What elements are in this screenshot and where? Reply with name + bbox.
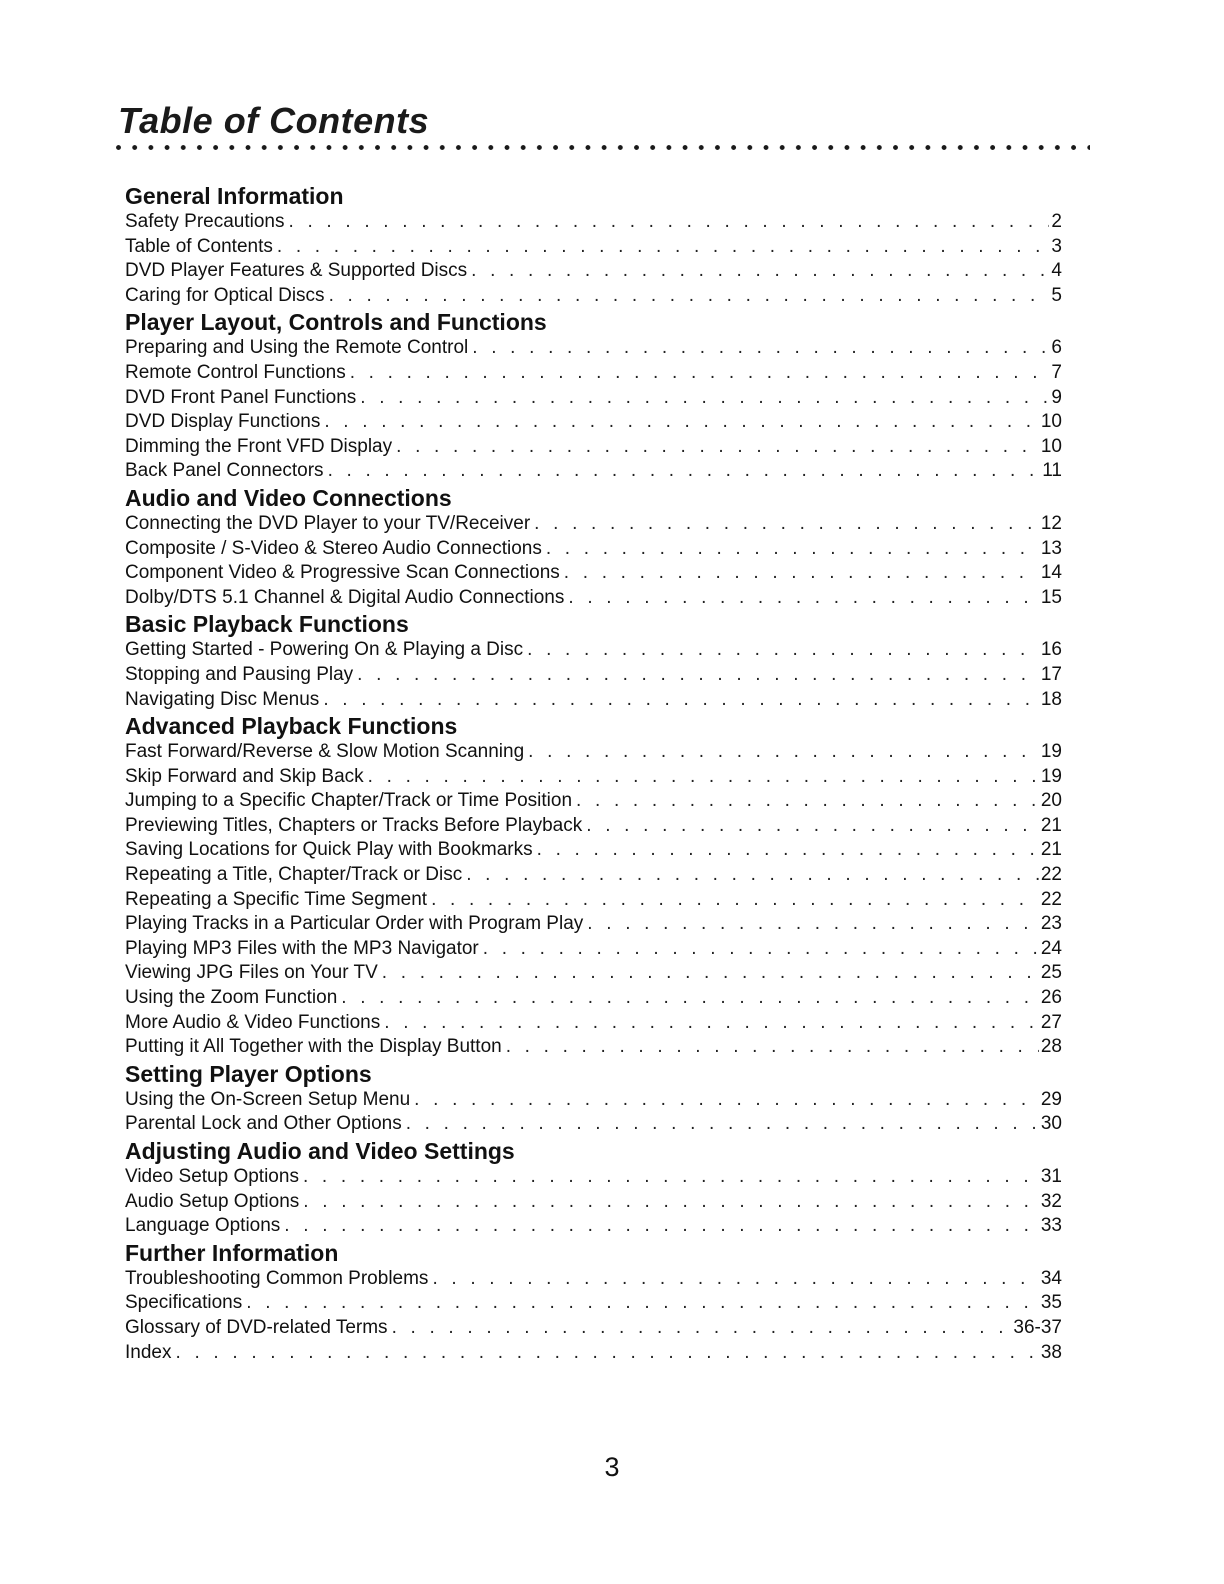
dot-leader bbox=[303, 1190, 1039, 1215]
toc-entry[interactable] bbox=[125, 814, 1062, 839]
toc-entry[interactable] bbox=[125, 235, 1062, 260]
dot-leader bbox=[472, 336, 1049, 361]
dot-leader bbox=[382, 961, 1039, 986]
entry-page-number: 9 bbox=[1051, 386, 1062, 408]
entry-page-number: 5 bbox=[1051, 284, 1062, 306]
entry-page-number: 22 bbox=[1040, 888, 1062, 910]
entry-page-number: 19 bbox=[1040, 741, 1062, 763]
dot-leader bbox=[384, 1011, 1039, 1036]
dot-leader bbox=[527, 638, 1039, 663]
toc-entry[interactable] bbox=[125, 410, 1062, 435]
toc-entry[interactable] bbox=[125, 1341, 1062, 1366]
toc-entry[interactable] bbox=[125, 663, 1062, 688]
section-heading: Adjusting Audio and Video Settings bbox=[125, 1138, 515, 1164]
table-of-contents bbox=[125, 182, 1062, 1365]
toc-section bbox=[125, 712, 1062, 1060]
toc-entry[interactable] bbox=[125, 1316, 1062, 1341]
entry-page-number: 17 bbox=[1040, 663, 1062, 685]
toc-entry[interactable] bbox=[125, 912, 1062, 937]
toc-entry[interactable] bbox=[125, 561, 1062, 586]
entry-title: Glossary of DVD-related Terms bbox=[125, 1316, 388, 1338]
entry-page-number: 29 bbox=[1040, 1088, 1062, 1110]
entry-page-number: 20 bbox=[1040, 790, 1062, 812]
entry-page-number: 3 bbox=[1051, 235, 1062, 257]
entry-title: Dolby/DTS 5.1 Channel & Digital Audio Connections bbox=[125, 586, 565, 608]
dot-leader bbox=[328, 459, 1041, 484]
entry-title: More Audio & Video Functions bbox=[125, 1011, 381, 1033]
entry-title: Viewing JPG Files on Your TV bbox=[125, 962, 378, 984]
entry-title: Specifications bbox=[125, 1292, 243, 1314]
entry-title: DVD Player Features & Supported Discs bbox=[125, 260, 468, 282]
dot-leader bbox=[288, 210, 1049, 235]
entry-page-number: 36-37 bbox=[1013, 1316, 1062, 1338]
entry-page-number: 11 bbox=[1042, 460, 1062, 482]
toc-entry[interactable] bbox=[125, 386, 1062, 411]
entry-title: Language Options bbox=[125, 1215, 281, 1237]
entry-page-number: 38 bbox=[1040, 1341, 1062, 1363]
entry-page-number: 30 bbox=[1040, 1113, 1062, 1135]
toc-entry[interactable] bbox=[125, 1011, 1062, 1036]
toc-entry[interactable] bbox=[125, 512, 1062, 537]
section-heading: Advanced Playback Functions bbox=[125, 713, 458, 740]
entry-title: Skip Forward and Skip Back bbox=[125, 765, 364, 787]
toc-section bbox=[125, 1060, 1062, 1137]
toc-entry[interactable] bbox=[125, 1112, 1062, 1137]
toc-entry[interactable] bbox=[125, 336, 1062, 361]
toc-entry[interactable] bbox=[125, 961, 1062, 986]
entry-title: Troubleshooting Common Problems bbox=[125, 1267, 429, 1289]
dot-leader bbox=[357, 663, 1039, 688]
entry-page-number: 33 bbox=[1040, 1215, 1062, 1237]
entry-page-number: 28 bbox=[1040, 1036, 1062, 1058]
entry-title: DVD Display Functions bbox=[125, 411, 321, 433]
dot-leader bbox=[284, 1214, 1039, 1239]
dot-leader bbox=[175, 1341, 1038, 1366]
dot-leader bbox=[368, 765, 1039, 790]
toc-entry[interactable] bbox=[125, 937, 1062, 962]
dot-leader bbox=[329, 284, 1050, 309]
dot-leader bbox=[564, 561, 1039, 586]
entry-title: Navigating Disc Menus bbox=[125, 688, 320, 710]
entry-title: Jumping to a Specific Chapter/Track or Time Position bbox=[125, 790, 573, 812]
toc-entry[interactable] bbox=[125, 361, 1062, 386]
dot-leader bbox=[324, 410, 1039, 435]
entry-title: DVD Front Panel Functions bbox=[125, 386, 357, 408]
toc-entry[interactable] bbox=[125, 1291, 1062, 1316]
toc-entry[interactable] bbox=[125, 863, 1062, 888]
toc-entry[interactable] bbox=[125, 765, 1062, 790]
toc-section bbox=[125, 308, 1062, 484]
entry-page-number: 10 bbox=[1040, 435, 1062, 457]
entry-title: Stopping and Pausing Play bbox=[125, 663, 354, 685]
dot-leader bbox=[576, 789, 1039, 814]
entry-title: Index bbox=[125, 1341, 172, 1363]
dot-leader bbox=[246, 1291, 1039, 1316]
section-heading: Player Layout, Controls and Functions bbox=[125, 309, 547, 336]
entry-title: Using the Zoom Function bbox=[125, 987, 338, 1009]
toc-entry[interactable] bbox=[125, 537, 1062, 562]
entry-page-number: 12 bbox=[1040, 512, 1062, 534]
entry-title: Back Panel Connectors bbox=[125, 460, 324, 482]
entry-page-number: 27 bbox=[1040, 1011, 1062, 1033]
toc-entry[interactable] bbox=[125, 586, 1062, 611]
entry-title: Previewing Titles, Chapters or Tracks Before Playback bbox=[125, 814, 583, 836]
entry-title: Audio Setup Options bbox=[125, 1190, 300, 1212]
dot-leader bbox=[323, 688, 1039, 713]
dot-leader bbox=[546, 537, 1039, 562]
entry-page-number: 21 bbox=[1040, 839, 1062, 861]
entry-title: Repeating a Title, Chapter/Track or Disc bbox=[125, 864, 463, 886]
toc-section bbox=[125, 610, 1062, 712]
toc-entry[interactable] bbox=[125, 688, 1062, 713]
dot-leader bbox=[396, 435, 1039, 460]
entry-page-number: 32 bbox=[1040, 1190, 1062, 1212]
entry-page-number: 24 bbox=[1040, 937, 1062, 959]
toc-entry[interactable] bbox=[125, 1190, 1062, 1215]
toc-entry[interactable] bbox=[125, 1267, 1062, 1292]
entry-title: Parental Lock and Other Options bbox=[125, 1113, 402, 1135]
entry-page-number: 19 bbox=[1040, 765, 1062, 787]
entry-title: Remote Control Functions bbox=[125, 361, 346, 383]
entry-page-number: 7 bbox=[1051, 361, 1062, 383]
toc-section bbox=[125, 1239, 1062, 1365]
entry-page-number: 13 bbox=[1040, 537, 1062, 559]
entry-page-number: 34 bbox=[1040, 1267, 1062, 1289]
toc-entry[interactable] bbox=[125, 789, 1062, 814]
toc-section bbox=[125, 182, 1062, 308]
entry-page-number: 2 bbox=[1051, 211, 1062, 232]
toc-entry[interactable] bbox=[125, 740, 1062, 765]
dot-leader bbox=[350, 361, 1050, 386]
entry-page-number: 15 bbox=[1040, 586, 1062, 608]
dot-leader bbox=[466, 863, 1039, 888]
dot-leader bbox=[392, 1316, 1012, 1341]
dot-leader bbox=[587, 912, 1039, 937]
entry-page-number: 10 bbox=[1040, 411, 1062, 433]
toc-entry[interactable] bbox=[125, 638, 1062, 663]
section-heading: Setting Player Options bbox=[125, 1060, 372, 1087]
toc-entry[interactable] bbox=[125, 888, 1062, 913]
toc-entry[interactable] bbox=[125, 986, 1062, 1011]
toc-entry[interactable] bbox=[125, 1088, 1062, 1113]
entry-title: Connecting the DVD Player to your TV/Receiver bbox=[125, 512, 531, 534]
dot-leader bbox=[483, 937, 1039, 962]
entry-page-number: 6 bbox=[1051, 337, 1062, 359]
entry-title: Using the On-Screen Setup Menu bbox=[125, 1088, 411, 1110]
entry-title: Putting it All Together with the Display Button bbox=[125, 1036, 502, 1058]
toc-entry[interactable] bbox=[125, 1165, 1062, 1190]
entry-title: Repeating a Specific Time Segment bbox=[125, 888, 428, 910]
entry-page-number: 25 bbox=[1040, 962, 1062, 984]
entry-page-number: 21 bbox=[1040, 814, 1062, 836]
entry-title: Caring for Optical Discs bbox=[125, 284, 325, 306]
dot-leader bbox=[431, 888, 1039, 913]
entry-title: Fast Forward/Reverse & Slow Motion Scanning bbox=[125, 741, 525, 763]
dot-leader bbox=[506, 1035, 1039, 1060]
entry-page-number: 35 bbox=[1040, 1292, 1062, 1314]
page-number: 3 bbox=[604, 1452, 620, 1482]
section-heading: General Information bbox=[125, 183, 344, 209]
entry-title: Playing Tracks in a Particular Order with Program Play bbox=[125, 913, 584, 935]
entry-title: Video Setup Options bbox=[125, 1166, 299, 1187]
dot-leader bbox=[277, 235, 1050, 260]
entry-title: Dimming the Front VFD Display bbox=[125, 435, 393, 457]
entry-title: Composite / S-Video & Stereo Audio Connections bbox=[125, 537, 542, 559]
entry-page-number: 18 bbox=[1040, 688, 1062, 710]
entry-page-number: 16 bbox=[1040, 639, 1062, 661]
toc-entry[interactable] bbox=[125, 259, 1062, 284]
toc-section bbox=[125, 1137, 1062, 1239]
section-heading: Basic Playback Functions bbox=[125, 611, 409, 638]
toc-entry[interactable] bbox=[125, 1214, 1062, 1239]
dot-leader bbox=[568, 586, 1039, 611]
entry-title: Component Video & Progressive Scan Connections bbox=[125, 562, 560, 584]
dot-leader bbox=[471, 259, 1049, 284]
entry-title: Safety Precautions bbox=[125, 211, 285, 232]
toc-entry[interactable] bbox=[125, 210, 1062, 235]
entry-page-number: 23 bbox=[1040, 913, 1062, 935]
dot-leader bbox=[432, 1267, 1038, 1292]
toc-section bbox=[125, 484, 1062, 610]
dot-leader bbox=[360, 386, 1049, 411]
entry-title: Playing MP3 Files with the MP3 Navigator bbox=[125, 937, 479, 959]
toc-entry[interactable] bbox=[125, 284, 1062, 309]
toc-entry[interactable] bbox=[125, 459, 1062, 484]
entry-page-number: 4 bbox=[1051, 260, 1062, 282]
dot-leader bbox=[534, 512, 1039, 537]
entry-page-number: 14 bbox=[1040, 562, 1062, 584]
entry-title: Saving Locations for Quick Play with Bookmarks bbox=[125, 839, 533, 861]
dot-leader bbox=[341, 986, 1039, 1011]
toc-entry[interactable] bbox=[125, 1035, 1062, 1060]
section-heading: Audio and Video Connections bbox=[125, 484, 452, 511]
entry-page-number: 31 bbox=[1040, 1166, 1062, 1187]
toc-entry[interactable] bbox=[125, 435, 1062, 460]
dot-leader bbox=[528, 740, 1039, 765]
entry-page-number: 26 bbox=[1040, 987, 1062, 1009]
entry-title: Preparing and Using the Remote Control bbox=[125, 337, 469, 359]
entry-title: Table of Contents bbox=[125, 235, 273, 257]
dot-leader bbox=[414, 1088, 1039, 1113]
dot-leader bbox=[303, 1165, 1039, 1190]
entry-page-number: 22 bbox=[1040, 864, 1062, 886]
page-title: Table of Contents bbox=[118, 100, 430, 141]
toc-entry[interactable] bbox=[125, 838, 1062, 863]
section-heading: Further Information bbox=[125, 1239, 339, 1266]
dot-leader bbox=[586, 814, 1039, 839]
entry-title: Getting Started - Powering On & Playing a Disc bbox=[125, 639, 524, 661]
dot-leader bbox=[537, 838, 1039, 863]
dotted-divider bbox=[116, 145, 1090, 153]
dot-leader bbox=[406, 1112, 1039, 1137]
